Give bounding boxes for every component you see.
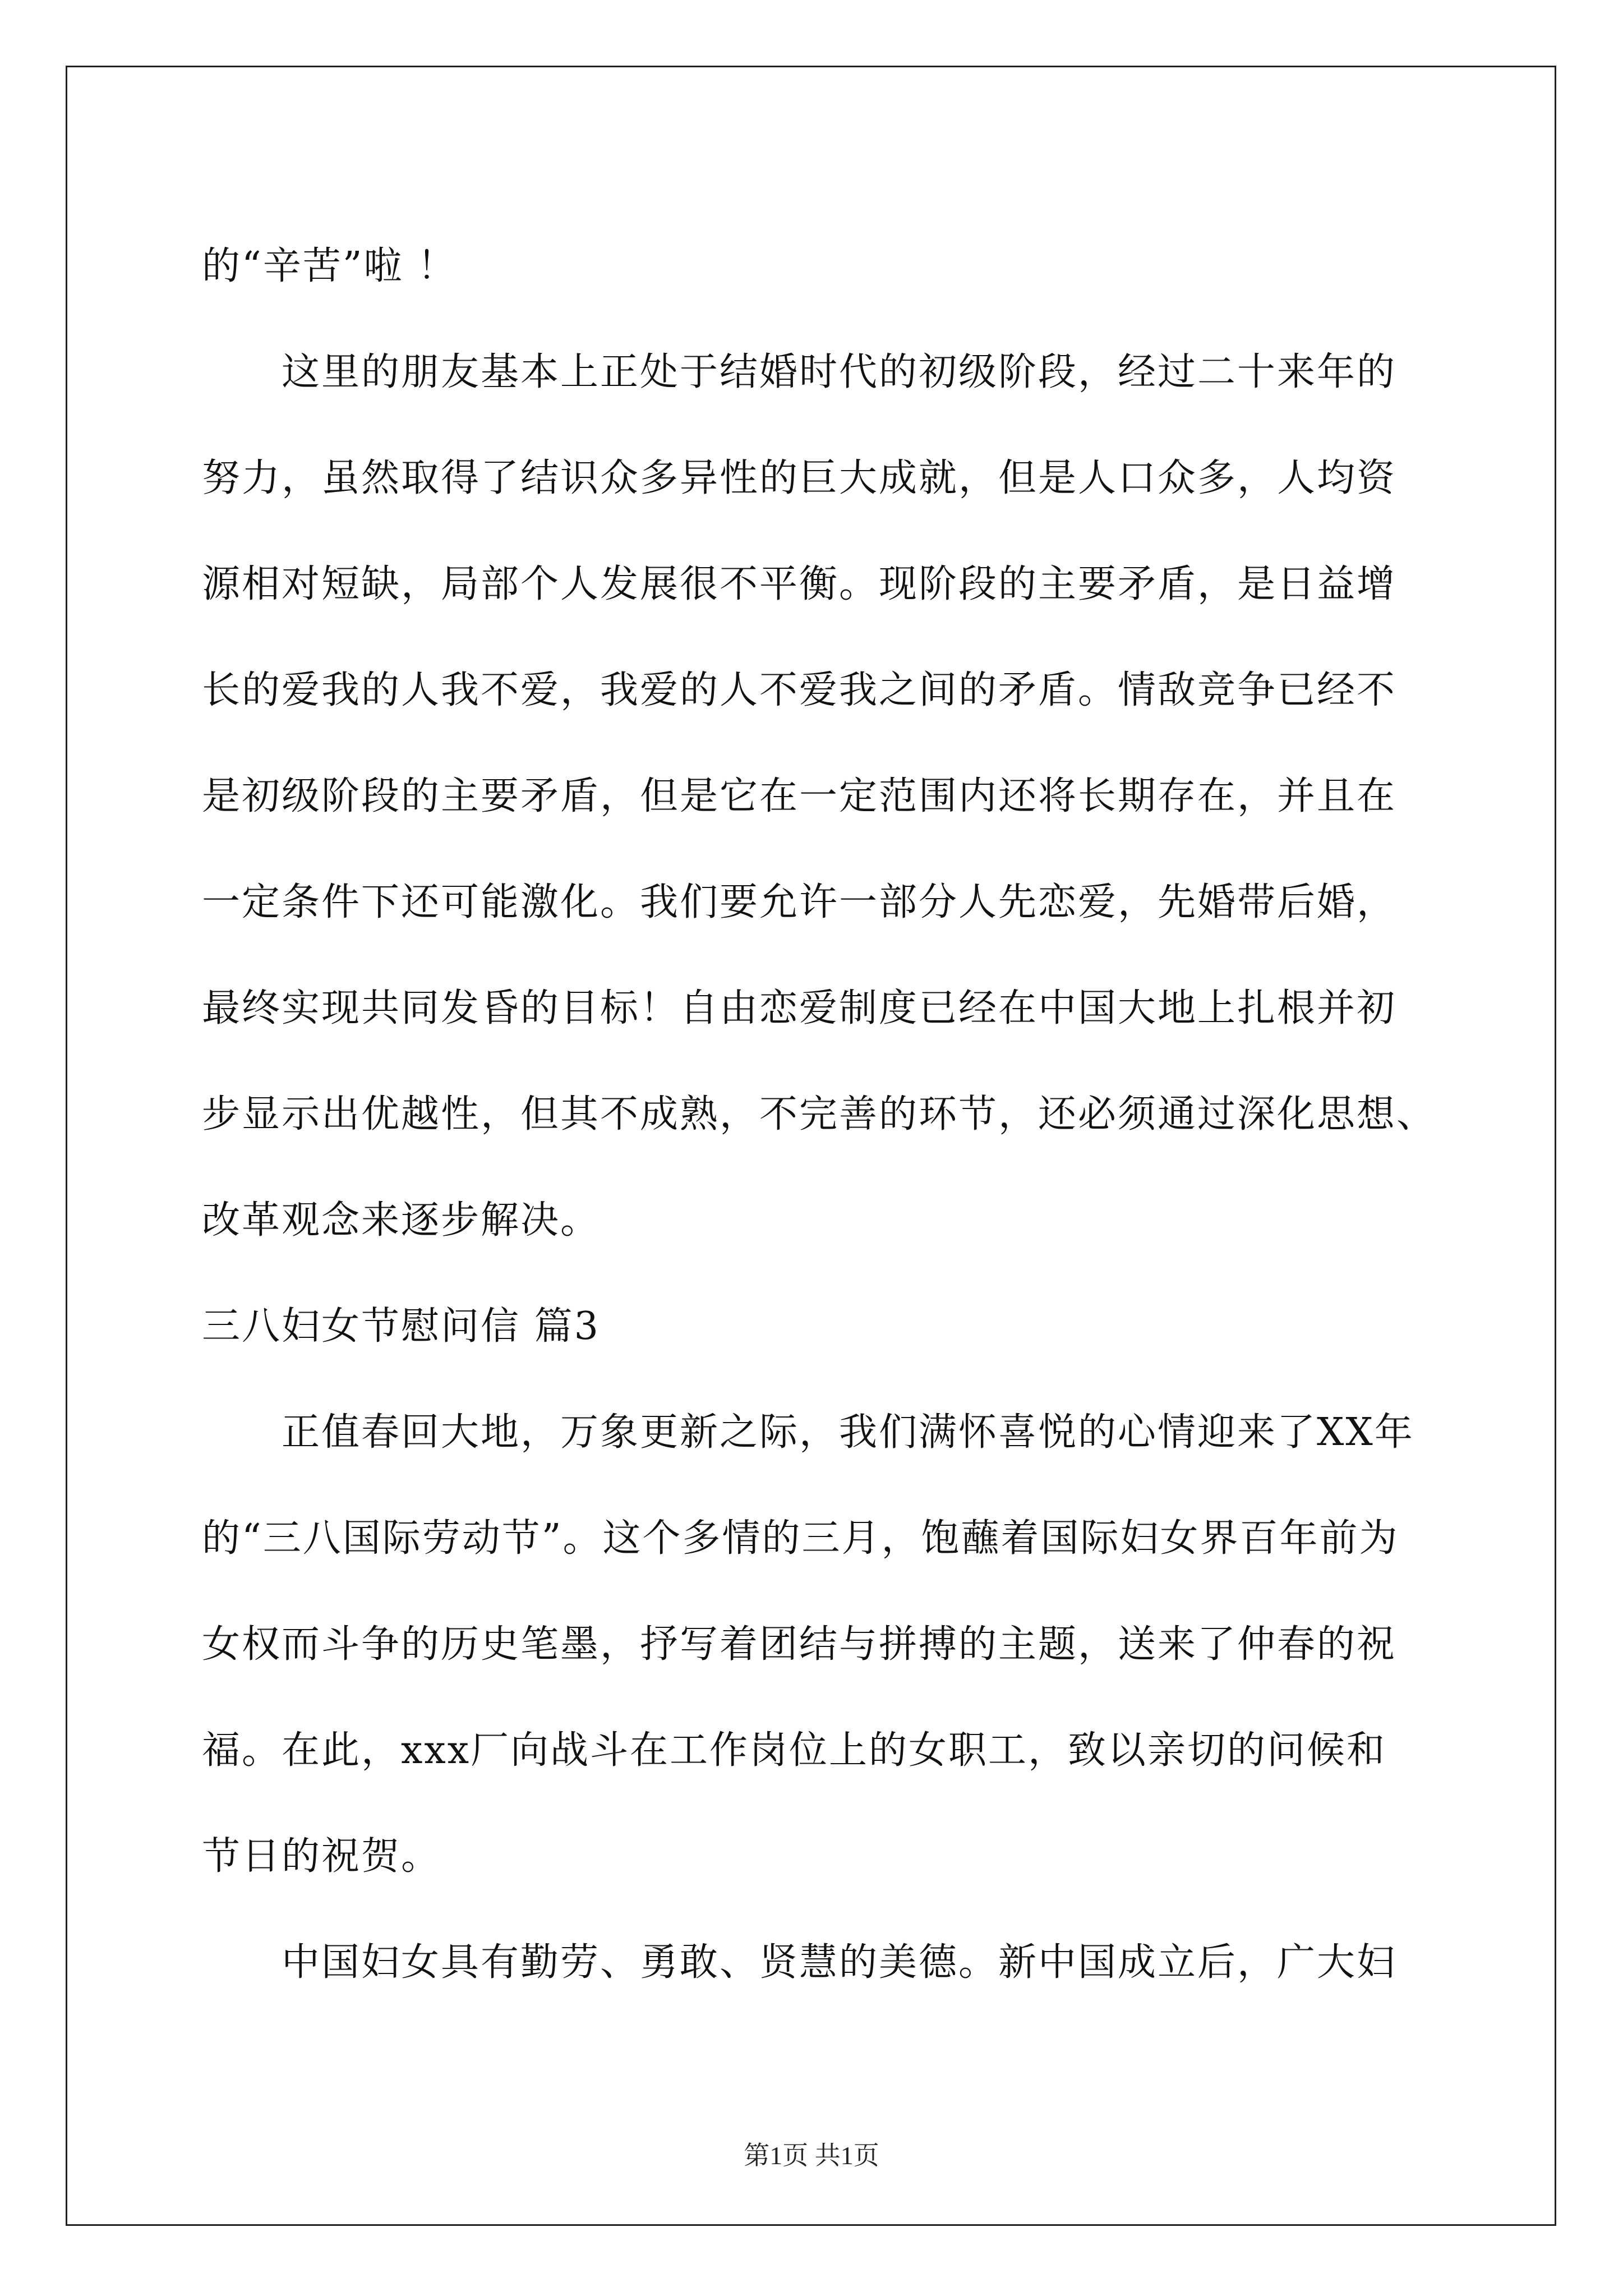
text-line: 改革观念来逐步解决。 bbox=[202, 1198, 601, 1243]
text-line: 步显示出优越性，但其不成熟，不完善的环节，还必须通过深化思想、 bbox=[202, 1092, 1437, 1137]
text-line: 正值春回大地，万象更新之际，我们满怀喜悦的心情迎来了XX年 bbox=[202, 1410, 1414, 1455]
text-line: 中国妇女具有勤劳、勇敢、贤慧的美德。新中国成立后，广大妇 bbox=[202, 1940, 1397, 1985]
text-line: 最终实现共同发昏的目标！自由恋爱制度已经在中国大地上扎根并初 bbox=[202, 986, 1397, 1030]
text-line: 努力，虽然取得了结识众多异性的巨大成就，但是人口众多，人均资 bbox=[202, 456, 1397, 500]
text-line: 是初级阶段的主要矛盾，但是它在一定范围内还将长期存在，并且在 bbox=[202, 774, 1397, 818]
text-line: 女权而斗争的历史笔墨，抒写着团结与拼搏的主题，送来了仲春的祝 bbox=[202, 1622, 1397, 1667]
document-body bbox=[202, 213, 1436, 2016]
text-line: 节日的祝贺。 bbox=[202, 1834, 441, 1879]
section-heading: 三八妇女节慰问信 篇3 bbox=[202, 1304, 600, 1349]
text-line: 一定条件下还可能激化。我们要允许一部分人先恋爱，先婚带后婚， bbox=[202, 880, 1397, 924]
text-line: 源相对短缺，局部个人发展很不平衡。现阶段的主要矛盾，是日益增 bbox=[202, 562, 1397, 606]
text-line: 的“三八国际劳动节”。这个多情的三月，饱蘸着国际妇女界百年前为 bbox=[202, 1516, 1399, 1561]
page-number-footer: 第1页 共1页 bbox=[744, 2141, 879, 2170]
text-line: 的“辛苦”啦 ！ bbox=[202, 244, 458, 288]
text-line: 这里的朋友基本上正处于结婚时代的初级阶段，经过二十来年的 bbox=[202, 350, 1397, 394]
text-line: 长的爱我的人我不爱，我爱的人不爱我之间的矛盾。情敌竞争已经不 bbox=[202, 668, 1397, 712]
text-line: 福。在此，xxx厂向战斗在工作岗位上的女职工，致以亲切的问候和 bbox=[202, 1728, 1387, 1773]
